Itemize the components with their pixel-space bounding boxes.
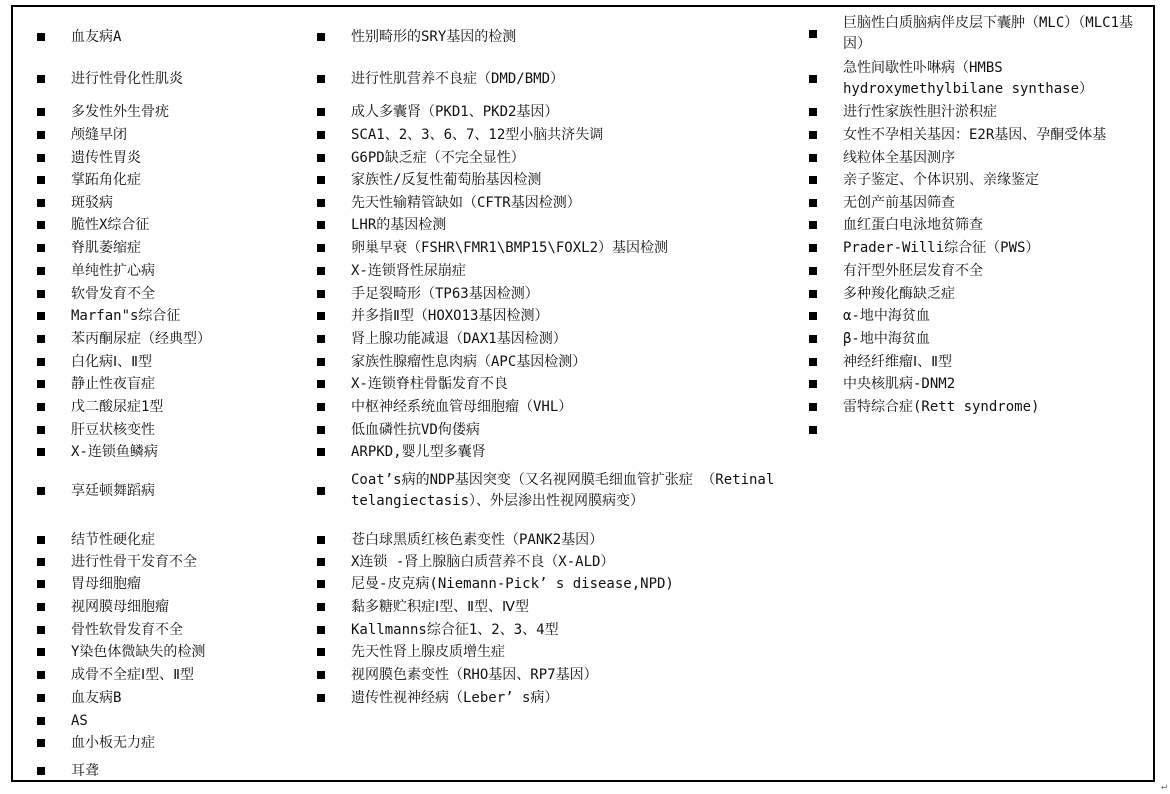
square-bullet-icon: [37, 199, 45, 207]
square-bullet-icon: [317, 603, 325, 611]
list-item-label: 性别畸形的SRY基因的检测: [351, 29, 517, 45]
list-item-label: Y染色体微缺失的检测: [71, 644, 206, 660]
list-item: [293, 396, 793, 418]
square-bullet-icon: [37, 717, 45, 725]
list-item: [293, 351, 793, 373]
square-bullet-icon: [37, 380, 45, 388]
square-bullet-icon: [809, 403, 817, 411]
square-bullet-icon: [809, 75, 817, 83]
list-item: [13, 373, 293, 395]
square-bullet-icon: [37, 108, 45, 116]
square-bullet-icon: [37, 694, 45, 702]
list-item: [796, 147, 1156, 169]
square-bullet-icon: [317, 536, 325, 544]
list-item: [796, 305, 1156, 327]
list-item: [293, 596, 793, 618]
list-item: [293, 573, 793, 595]
gene-test-list-table: [11, 5, 1155, 782]
list-item: [796, 260, 1156, 282]
square-bullet-icon: [317, 558, 325, 566]
list-item-label: 血小板无力症: [71, 735, 155, 751]
list-item: [13, 237, 293, 259]
list-item-label: 脊肌萎缩症: [71, 240, 141, 256]
list-item: [796, 12, 1156, 56]
list-item-label: 中枢神经系统血管母细胞瘤（VHL）: [351, 399, 573, 415]
square-bullet-icon: [317, 403, 325, 411]
list-item: [13, 664, 293, 686]
list-item: [13, 641, 293, 663]
list-item-label: 卵巢早衰（FSHR\FMR1\BMP15\FOXL2）基因检测: [351, 240, 669, 256]
square-bullet-icon: [809, 108, 817, 116]
list-item-label: 斑驳病: [71, 195, 113, 211]
list-item: [13, 328, 293, 350]
list-item-label: 亲子鉴定、个体识别、亲缘鉴定: [843, 172, 1039, 188]
list-item-label: X-连锁肾性尿崩症: [351, 263, 466, 279]
list-item-label: G6PD缺乏症（不完全显性）: [351, 150, 525, 166]
list-item-label: X-连锁鱼鳞病: [71, 444, 158, 460]
list-item-label: 骨性软骨发育不全: [71, 622, 183, 638]
list-item-label: Marfan"s综合征: [71, 308, 181, 324]
list-item-label: 有汗型外胚层发育不全: [843, 263, 983, 279]
square-bullet-icon: [317, 694, 325, 702]
list-item: [796, 57, 1156, 101]
list-item-label: 白化病Ⅰ、Ⅱ型: [71, 354, 153, 370]
list-item: [796, 373, 1156, 395]
list-item: [13, 59, 293, 99]
list-item-label: 胃母细胞瘤: [71, 576, 141, 592]
list-item-label: 并多指Ⅱ型（HOXO13基因检测）: [351, 308, 549, 324]
list-item-label: 手足裂畸形（TP63基因检测）: [351, 286, 539, 302]
list-item: [293, 441, 793, 463]
list-item-label: 巨脑性白质脑病伴皮层下囊肿（MLC）（MLC1基因）: [843, 15, 1133, 52]
list-item-label: 神经纤维瘤Ⅰ、Ⅱ型: [843, 354, 953, 370]
list-item-label: 先天性输精管缺如（CFTR基因检测）: [351, 195, 581, 211]
list-item: [13, 169, 293, 191]
list-item: [13, 687, 293, 709]
list-item-label: 进行性骨化性肌炎: [71, 71, 183, 87]
square-bullet-icon: [317, 426, 325, 434]
square-bullet-icon: [37, 648, 45, 656]
square-bullet-icon: [37, 671, 45, 679]
list-item-label: 结节性硬化症: [71, 532, 155, 548]
square-bullet-icon: [317, 244, 325, 252]
list-item: [796, 124, 1156, 146]
list-item-label: 苯丙酮尿症（经典型）: [71, 331, 211, 347]
list-item-label: SCA1、2、3、6、7、12型小脑共济失调: [351, 127, 604, 143]
list-item-label: 尼曼-皮克病(Niemann-Pick’ s disease,NPD): [351, 576, 674, 592]
list-item: [293, 419, 793, 441]
list-item: [293, 687, 793, 709]
square-bullet-icon: [809, 426, 817, 434]
list-item-label: 软骨发育不全: [71, 286, 155, 302]
list-item: [13, 596, 293, 618]
square-bullet-icon: [317, 131, 325, 139]
square-bullet-icon: [317, 154, 325, 162]
list-item: [13, 469, 293, 513]
list-item: [13, 283, 293, 305]
list-item-label: 多发性外生骨疣: [71, 104, 169, 120]
list-item: [796, 101, 1156, 123]
square-bullet-icon: [37, 244, 45, 252]
square-bullet-icon: [809, 312, 817, 320]
list-item: [13, 419, 293, 441]
list-item-label: 享廷顿舞蹈病: [71, 483, 155, 499]
square-bullet-icon: [317, 312, 325, 320]
list-item: [293, 19, 793, 55]
list-item: [293, 664, 793, 686]
list-item-label: 遗传性胃炎: [71, 150, 141, 166]
list-item-label: 肝豆状核变性: [71, 422, 155, 438]
list-item: [13, 573, 293, 595]
list-item: [796, 396, 1156, 418]
list-item-label: 血友病B: [71, 690, 122, 706]
square-bullet-icon: [37, 176, 45, 184]
square-bullet-icon: [317, 290, 325, 298]
square-bullet-icon: [317, 75, 325, 83]
square-bullet-icon: [317, 267, 325, 275]
list-item: [293, 469, 793, 513]
list-item: [796, 169, 1156, 191]
list-item-label: 颅缝早闭: [71, 127, 127, 143]
square-bullet-icon: [809, 131, 817, 139]
square-bullet-icon: [37, 739, 45, 747]
list-item-label: 线粒体全基因测序: [843, 150, 955, 166]
square-bullet-icon: [809, 221, 817, 229]
list-item-label: 成人多囊肾（PKD1、PKD2基因）: [351, 104, 559, 120]
list-item-label: 成骨不全症Ⅰ型、Ⅱ型: [71, 667, 195, 683]
square-bullet-icon: [809, 380, 817, 388]
list-item: [796, 328, 1156, 350]
list-item: [13, 619, 293, 641]
list-item-label: 急性间歇性卟啉病（HMBS hydroxymethylbilane synthase）: [843, 60, 1094, 97]
list-item: [293, 59, 793, 99]
square-bullet-icon: [317, 221, 325, 229]
list-item-label: Kallmanns综合征1、2、3、4型: [351, 622, 559, 638]
list-item-label: 静止性夜盲症: [71, 376, 155, 392]
square-bullet-icon: [37, 558, 45, 566]
list-item: [796, 192, 1156, 214]
list-item-label: 家族性/反复性葡萄胎基因检测: [351, 172, 542, 188]
list-item-label: X连锁 -肾上腺脑白质营养不良（X-ALD）: [351, 554, 615, 570]
square-bullet-icon: [317, 448, 325, 456]
square-bullet-icon: [317, 358, 325, 366]
list-item: [293, 305, 793, 327]
square-bullet-icon: [317, 33, 325, 41]
square-bullet-icon: [809, 358, 817, 366]
list-item-label: LHR的基因检测: [351, 217, 447, 233]
paragraph-mark-icon: ↵: [1161, 781, 1168, 792]
square-bullet-icon: [809, 176, 817, 184]
list-item: [293, 529, 793, 551]
list-item-label: AS: [71, 713, 88, 729]
list-item-label: 血友病A: [71, 29, 122, 45]
list-item-label: α-地中海贫血: [843, 308, 930, 324]
square-bullet-icon: [37, 154, 45, 162]
list-item: [796, 214, 1156, 236]
square-bullet-icon: [37, 335, 45, 343]
square-bullet-icon: [317, 335, 325, 343]
list-item-label: 掌跖角化症: [71, 172, 141, 188]
list-item: [13, 732, 293, 754]
list-item-label: 视网膜色素变性（RHO基因、RP7基因）: [351, 667, 598, 683]
list-item: [13, 351, 293, 373]
list-item-label: 黏多糖贮积症Ⅰ型、Ⅱ型、Ⅳ型: [351, 599, 529, 615]
list-item: [13, 192, 293, 214]
list-item: [13, 396, 293, 418]
list-item-label: 多种羧化酶缺乏症: [843, 286, 955, 302]
list-item: [796, 237, 1156, 259]
list-item: [13, 759, 293, 783]
list-item: [293, 619, 793, 641]
square-bullet-icon: [317, 176, 325, 184]
square-bullet-icon: [37, 626, 45, 634]
square-bullet-icon: [37, 448, 45, 456]
list-item-label: ARPKD,婴儿型多囊肾: [351, 444, 486, 460]
square-bullet-icon: [37, 75, 45, 83]
list-item-label: 中央核肌病-DNM2: [843, 376, 956, 392]
list-item-label: 低血磷性抗VD佝偻病: [351, 422, 480, 438]
list-item-label: 先天性肾上腺皮质增生症: [351, 644, 505, 660]
list-item: [13, 551, 293, 573]
square-bullet-icon: [317, 580, 325, 588]
list-item: [796, 419, 1156, 441]
list-item: [293, 214, 793, 236]
square-bullet-icon: [809, 30, 817, 38]
list-item: [13, 19, 293, 55]
list-item: [13, 124, 293, 146]
list-item: [13, 441, 293, 463]
square-bullet-icon: [37, 487, 45, 495]
list-item-label: 肾上腺功能减退（DAX1基因检测）: [351, 331, 567, 347]
list-item-label: 进行性骨干发育不全: [71, 554, 197, 570]
list-item: [796, 351, 1156, 373]
list-item-label: Prader-Willi综合征（PWS）: [843, 240, 1040, 256]
list-item-label: Coat’s病的NDP基因突变（又名视网膜毛细血管扩张症 （Retinal telangiectasis）、外层渗出性视网膜病变）: [351, 472, 775, 509]
square-bullet-icon: [809, 244, 817, 252]
list-item-label: 脆性X综合征: [71, 217, 150, 233]
list-item: [293, 237, 793, 259]
list-item: [293, 169, 793, 191]
list-item-label: 戊二酸尿症1型: [71, 399, 164, 415]
list-item-label: 血红蛋白电泳地贫筛查: [843, 217, 983, 233]
list-item: [796, 283, 1156, 305]
list-item-label: X-连锁脊柱骨骺发育不良: [351, 376, 508, 392]
square-bullet-icon: [317, 648, 325, 656]
list-item: [293, 147, 793, 169]
list-item: [13, 529, 293, 551]
square-bullet-icon: [317, 626, 325, 634]
list-item: [293, 373, 793, 395]
list-item-label: 雷特综合症(Rett syndrome): [843, 399, 1040, 415]
list-item-label: 视网膜母细胞瘤: [71, 599, 169, 615]
square-bullet-icon: [37, 267, 45, 275]
list-item: [293, 551, 793, 573]
list-item-label: β-地中海贫血: [843, 331, 930, 347]
square-bullet-icon: [809, 154, 817, 162]
square-bullet-icon: [37, 536, 45, 544]
list-item-label: 进行性肌营养不良症（DMD/BMD）: [351, 71, 565, 87]
square-bullet-icon: [37, 767, 45, 775]
square-bullet-icon: [317, 199, 325, 207]
square-bullet-icon: [809, 335, 817, 343]
square-bullet-icon: [37, 580, 45, 588]
list-item: [293, 192, 793, 214]
list-item-label: 女性不孕相关基因：E2R基因、孕酮受体基: [843, 127, 1107, 143]
square-bullet-icon: [809, 199, 817, 207]
list-item-label: 单纯性扩心病: [71, 263, 155, 279]
square-bullet-icon: [37, 403, 45, 411]
square-bullet-icon: [317, 487, 325, 495]
list-item: [13, 147, 293, 169]
list-item: [293, 260, 793, 282]
list-item: [13, 305, 293, 327]
list-item: [13, 101, 293, 123]
square-bullet-icon: [317, 108, 325, 116]
square-bullet-icon: [317, 671, 325, 679]
list-item-label: 遗传性视神经病（Leber’ s病）: [351, 690, 559, 706]
list-item: [293, 328, 793, 350]
list-item-label: 家族性腺瘤性息肉病（APC基因检测）: [351, 354, 587, 370]
square-bullet-icon: [37, 312, 45, 320]
square-bullet-icon: [809, 290, 817, 298]
square-bullet-icon: [37, 221, 45, 229]
square-bullet-icon: [37, 131, 45, 139]
square-bullet-icon: [809, 267, 817, 275]
list-item-label: 无创产前基因筛查: [843, 195, 955, 211]
list-item: [13, 710, 293, 732]
list-item: [13, 214, 293, 236]
list-item: [293, 641, 793, 663]
square-bullet-icon: [317, 380, 325, 388]
square-bullet-icon: [37, 33, 45, 41]
list-item-label: 进行性家族性胆汁淤积症: [843, 104, 997, 120]
list-item: [293, 101, 793, 123]
list-item: [13, 260, 293, 282]
square-bullet-icon: [37, 603, 45, 611]
square-bullet-icon: [37, 290, 45, 298]
list-item: [293, 283, 793, 305]
list-item: [293, 124, 793, 146]
square-bullet-icon: [37, 358, 45, 366]
list-item-label: 苍白球黑质红核色素变性（PANK2基因）: [351, 532, 604, 548]
square-bullet-icon: [37, 426, 45, 434]
list-item-label: 耳聋: [71, 763, 99, 779]
